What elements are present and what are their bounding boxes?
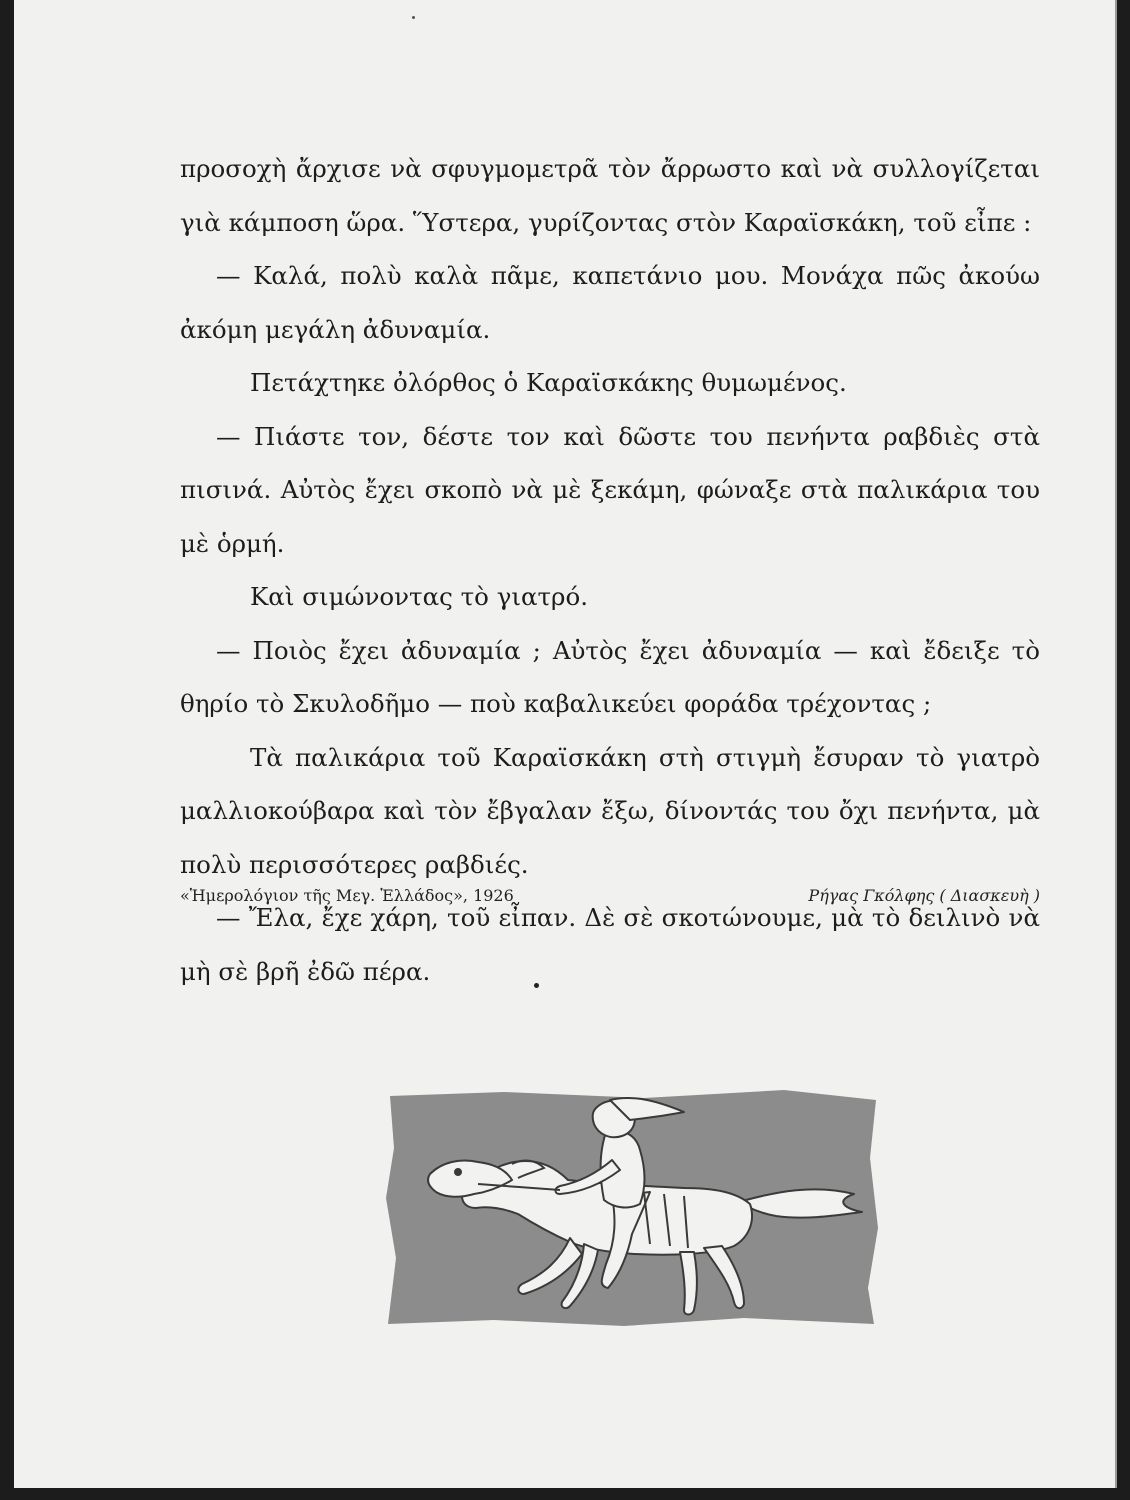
citation [180,886,1040,916]
horse-eye [455,1169,461,1175]
book-page [14,0,1117,1488]
citation-source: «Ἡμερολόγιον τῆς Μεγ. Ἑλλάδος», 1926 [180,886,514,905]
horse-rider-drawing [384,1088,880,1328]
paragraph-8: — Ἔλα, ἔχε χάρη, τοῦ εἶπαν. Δὲ σὲ σκοτώνουμε, μὰ τὸ δειλινὸ νὰ μὴ σὲ βρῆ ἐδῶ πέρα. [180,903,1040,986]
paragraph-1: προσοχὴ ἄρχισε νὰ σφυγμομετρᾶ τὸν ἄρρωστο καὶ νὰ συλλογίζεται γιὰ κάμποση ὥρα. Ὕστερα, γυρίζοντας στὸν Καραϊσκάκη, τοῦ εἶπε : [180,154,1040,237]
horse-rider-illustration [384,1088,880,1328]
separator-dot [534,983,539,988]
paragraph-7: Τὰ παλικάρια τοῦ Καραϊσκάκη στὴ στιγμὴ ἔσυραν τὸ γιατρὸ μαλλιοκούβαρα καὶ τὸν ἔβγαλαν ἔξω, δίνοντάς του ὄχι πενήντα, μὰ πολὺ περισσότερες ραβδιές. [180,742,1040,879]
body-text [180,142,1040,998]
paragraph-5: Καὶ σιμώνοντας τὸ γιατρό. [250,582,588,611]
paragraph-3: Πετάχτηκε ὀλόρθος ὁ Καραϊσκάκης θυμωμένος. [250,368,847,397]
paragraph-2: — Καλά, πολὺ καλὰ πᾶμε, καπετάνιο μου. Μονάχα πῶς ἀκούω ἀκόμη μεγάλη ἀδυναμία. [180,261,1040,344]
page-mark [412,16,415,19]
paragraph-6: — Ποιὸς ἔχει ἀδυναμία ; Αὐτὸς ἔχει ἀδυναμία — καὶ ἔδειξε τὸ θηρίο τὸ Σκυλοδῆμο — ποὺ καβαλικεύει φοράδα τρέχοντας ; [180,635,1040,718]
citation-author: Ρήγας Γκόλφης ( Διασκευὴ ) [808,886,1040,905]
paragraph-4: — Πιάστε τον, δέστε τον καὶ δῶστε του πενήντα ραβδιὲς στὰ πισινά. Αὐτὸς ἔχει σκοπὸ νὰ μὲ ξεκάμη, φώναξε στὰ παλικάρια του μὲ ὁρμή. [180,421,1040,558]
